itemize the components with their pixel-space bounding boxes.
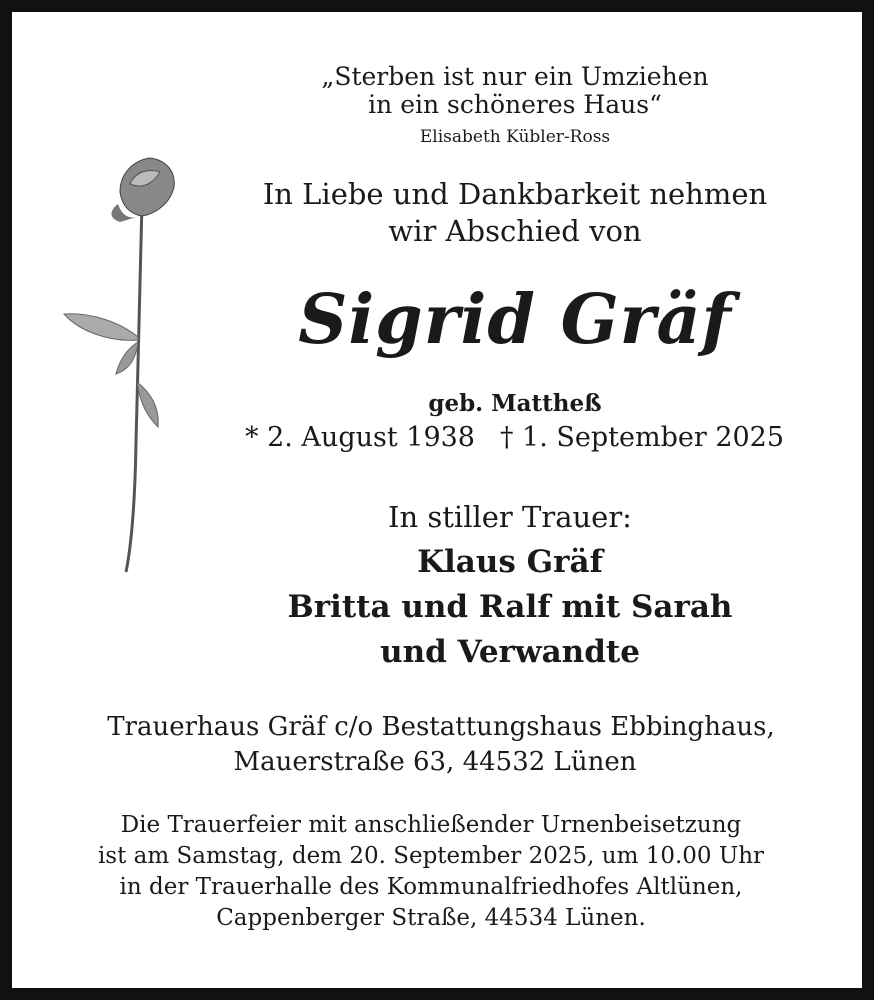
ceremony-line: Die Trauerfeier mit anschließender Urnenbeisetzung — [120, 812, 742, 838]
address-line-2: Mauerstraße 63, 44532 Lünen — [233, 747, 637, 777]
quote-line-1: „Sterben ist nur ein Umziehen — [321, 62, 709, 91]
death-date: † 1. September 2025 — [499, 422, 785, 453]
intro-line-1: In Liebe und Dankbarkeit nehmen — [262, 177, 768, 211]
ceremony-line: in der Trauerhalle des Kommunalfriedhofes Altlünen, — [119, 874, 743, 900]
birth-date: * 2. August 1938 — [245, 422, 475, 453]
mourner-name: und Verwandte — [380, 634, 640, 670]
rose-illustration — [50, 142, 190, 582]
deceased-name: Sigrid Gräf — [298, 280, 732, 360]
born-name: geb. Mattheß — [428, 390, 602, 417]
intro-line-2: wir Abschied von — [388, 214, 642, 248]
ceremony-line: Cappenberger Straße, 44534 Lünen. — [216, 905, 646, 931]
address-line-1: Trauerhaus Gräf c/o Bestattungshaus Ebbinghaus, — [107, 712, 775, 742]
ceremony-line: ist am Samstag, dem 20. September 2025, um 10.00 Uhr — [97, 843, 765, 869]
mourner-name: Klaus Gräf — [417, 544, 603, 580]
mourners-heading: In stiller Trauer: — [388, 500, 632, 534]
quote-line-2: in ein schöneres Haus“ — [368, 90, 662, 119]
mourner-name: Britta und Ralf mit Sarah — [287, 589, 733, 625]
quote-author: Elisabeth Kübler-Ross — [419, 127, 611, 147]
